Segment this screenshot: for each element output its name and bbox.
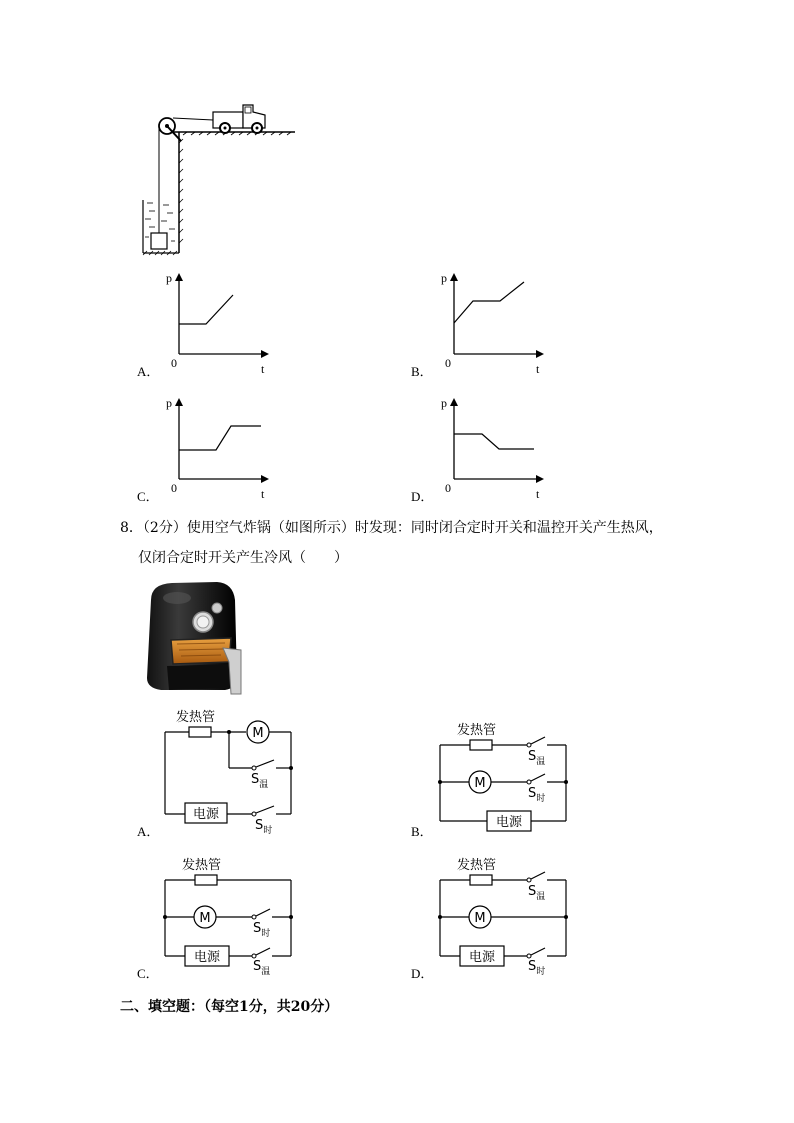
- option-c-letter: C．: [137, 489, 159, 504]
- graph-a-origin: 0: [171, 356, 177, 370]
- heater-resistor-icon: [470, 875, 492, 885]
- graph-d: [450, 398, 550, 483]
- heater-resistor-icon: [470, 740, 492, 750]
- timer-switch-icon: [256, 909, 270, 916]
- graph-c-origin: 0: [171, 481, 177, 495]
- circuit-d-power-label: 电源: [468, 950, 496, 965]
- circuit-d-s-time: $S_时$: [528, 959, 546, 977]
- circuit-d-letter: D．: [411, 966, 434, 981]
- circuit-c-letter: C．: [137, 966, 159, 981]
- circuit-b-heater-label: 发热管: [457, 723, 497, 738]
- circuit-b-power-label: 电源: [495, 815, 523, 830]
- truck-pulley-figure: [135, 95, 315, 255]
- air-fryer-image: [137, 578, 257, 698]
- circuit-d: [435, 853, 585, 978]
- graph-c-ylabel: p: [166, 396, 172, 410]
- question-8-line2: 仅闭合定时开关产生冷风（ ）: [138, 550, 348, 566]
- circuit-b-s-temp: $S_温$: [528, 749, 546, 767]
- heater-resistor-icon: [195, 875, 217, 885]
- timer-switch-icon: [531, 774, 545, 781]
- circuit-a: [160, 705, 340, 836]
- circuit-d-heater-label: 发热管: [457, 858, 497, 873]
- circuit-c-power-label: 电源: [193, 950, 221, 965]
- circuit-b-motor-label: M: [474, 776, 486, 791]
- circuit-c: [160, 853, 310, 978]
- graph-c: [175, 398, 275, 483]
- circuit-c-s-time: $S_时$: [253, 921, 271, 939]
- option-a-letter: A．: [137, 364, 160, 379]
- circuit-a-heater-label: 发热管: [176, 710, 216, 725]
- circuit-a-power-label: 电源: [192, 807, 220, 822]
- temp-switch-icon: [256, 760, 274, 767]
- temp-switch-icon: [531, 737, 545, 744]
- graph-a-ylabel: p: [166, 271, 172, 285]
- graph-a-xlabel: t: [261, 362, 265, 376]
- timer-switch-icon: [256, 806, 274, 813]
- graph-d-xlabel: t: [536, 487, 540, 501]
- graph-b-xlabel: t: [536, 362, 540, 376]
- circuit-d-motor-label: M: [474, 911, 486, 926]
- circuit-c-heater-label: 发热管: [182, 858, 222, 873]
- question-8-line1: 8．（2分）使用空气炸锅（如图所示）时发现：同时闭合定时开关和温控开关产生热风，: [120, 520, 663, 536]
- circuit-a-s-time: $S_时$: [255, 818, 273, 836]
- circuit-a-letter: A．: [137, 824, 160, 839]
- circuit-b-s-time: $S_时$: [528, 786, 546, 804]
- timer-switch-icon: [531, 948, 545, 955]
- circuit-c-s-temp: $S_温$: [253, 959, 271, 977]
- graph-c-xlabel: t: [261, 487, 265, 501]
- circuit-a-motor-label: M: [252, 726, 264, 741]
- graph-d-ylabel: p: [441, 396, 447, 410]
- graph-b: [450, 273, 550, 358]
- heater-resistor-icon: [189, 727, 211, 737]
- option-b-letter: B．: [411, 364, 433, 379]
- temp-switch-icon: [531, 872, 545, 879]
- circuit-b: [435, 718, 585, 833]
- graph-b-origin: 0: [445, 356, 451, 370]
- graph-d-origin: 0: [445, 481, 451, 495]
- circuit-a-s-temp: $S_温$: [251, 772, 269, 790]
- graph-a: [175, 273, 275, 358]
- graph-b-ylabel: p: [441, 271, 447, 285]
- circuit-c-motor-label: M: [199, 911, 211, 926]
- section-2-title: 二、填空题：（每空1分，共20分）: [120, 999, 339, 1015]
- circuit-d-s-temp: $S_温$: [528, 884, 546, 902]
- temp-switch-icon: [256, 948, 270, 955]
- option-d-letter: D．: [411, 489, 434, 504]
- circuit-b-letter: B．: [411, 824, 433, 839]
